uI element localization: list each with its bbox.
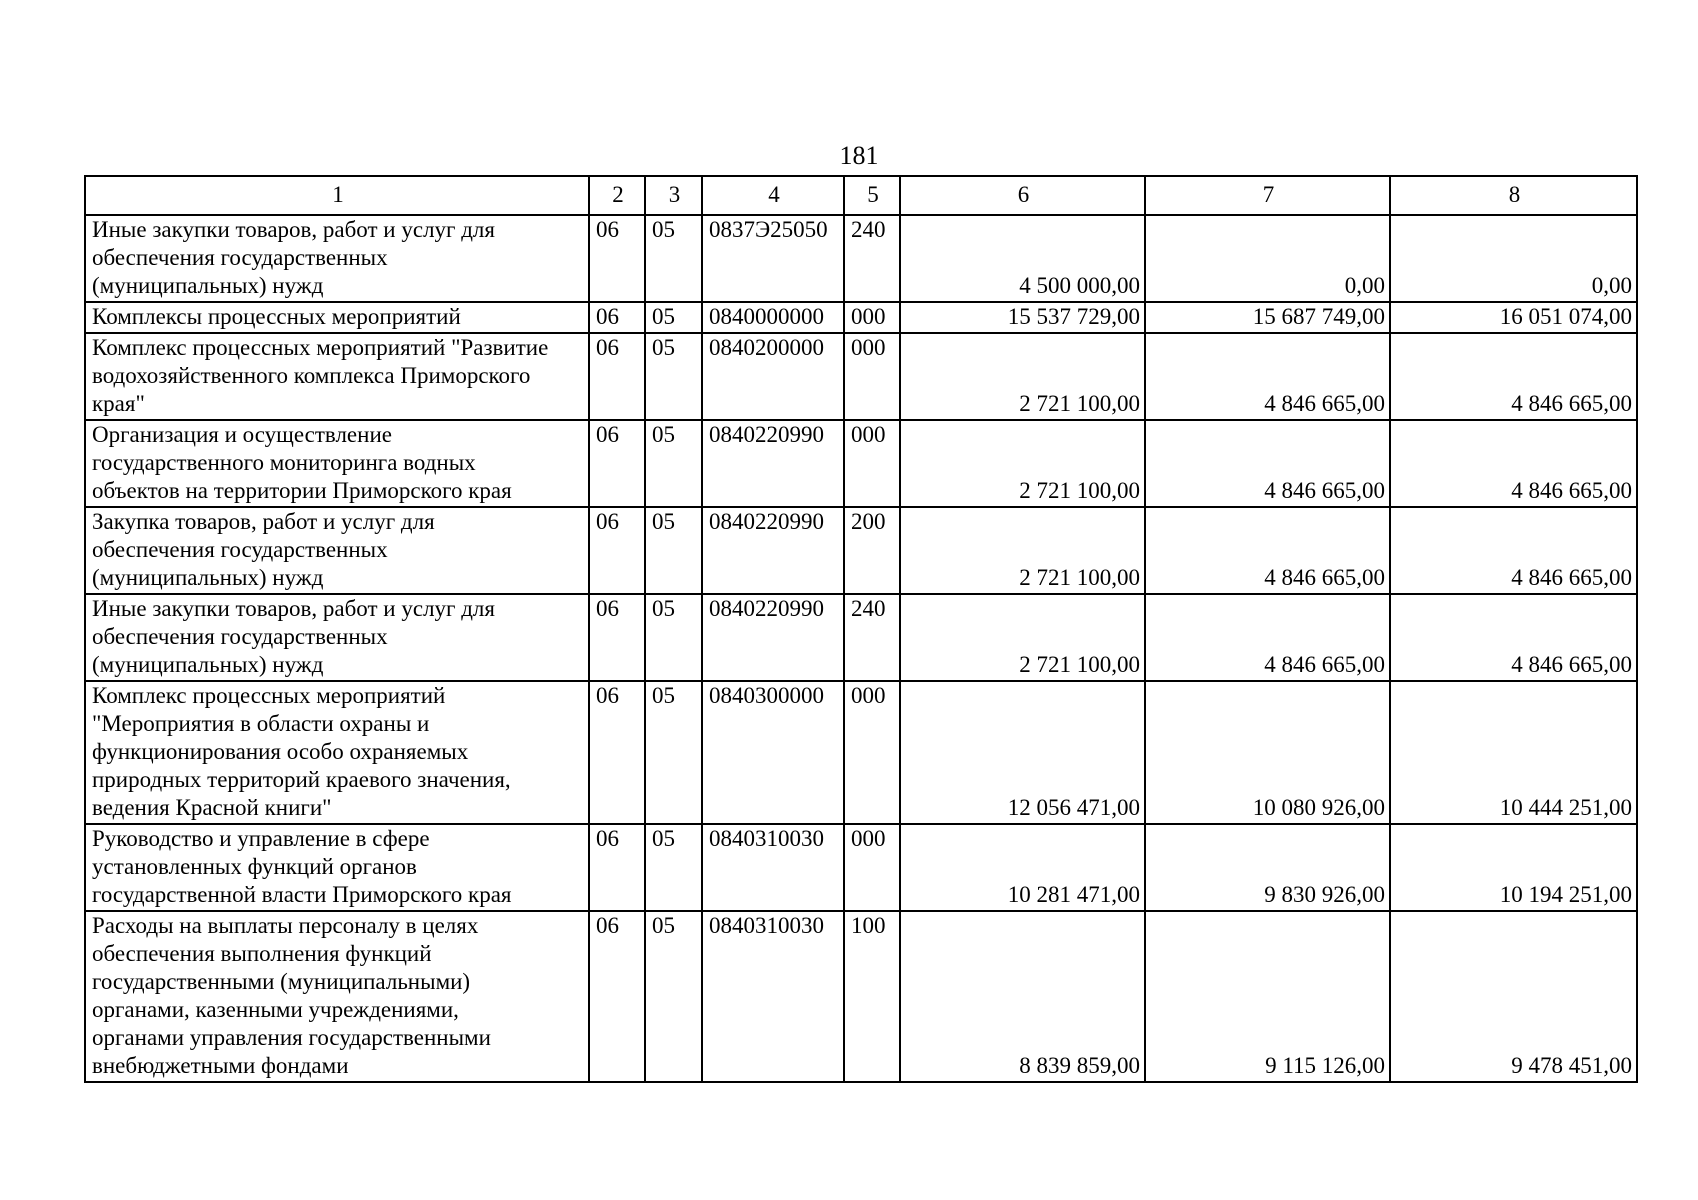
- amount-col8-cell: 9 478 451,00: [1390, 911, 1637, 1082]
- table-row: [85, 420, 1637, 507]
- amount-col7-cell: 4 846 665,00: [1145, 420, 1390, 507]
- expense-type-cell: 000: [844, 302, 900, 333]
- amount-col6-cell: 15 537 729,00: [900, 302, 1145, 333]
- item-name-cell: Руководство и управление в сфере установленных функций органов государственной власти Приморского края: [85, 824, 589, 911]
- item-name-cell: Иные закупки товаров, работ и услуг для обеспечения государственных (муниципальных) нужд: [85, 594, 589, 681]
- column-header: 2: [589, 176, 645, 215]
- section-code-cell: 06: [589, 333, 645, 420]
- column-header: 5: [844, 176, 900, 215]
- column-header: 3: [645, 176, 702, 215]
- subsection-code-cell: 05: [645, 507, 702, 594]
- item-name-cell: Расходы на выплаты персоналу в целях обеспечения выполнения функций государственными (муниципальными) органами, казенными учреждениями, органами управления государственными внебюджетными фондами: [85, 911, 589, 1082]
- item-name-cell: Закупка товаров, работ и услуг для обеспечения государственных (муниципальных) нужд: [85, 507, 589, 594]
- item-name-cell: Иные закупки товаров, работ и услуг для обеспечения государственных (муниципальных) нужд: [85, 215, 589, 302]
- amount-col6-cell: 2 721 100,00: [900, 420, 1145, 507]
- budget-table: [84, 175, 1638, 1083]
- target-article-cell: 0840220990: [702, 594, 844, 681]
- item-name-cell: Комплекс процессных мероприятий "Развитие водохозяйственного комплекса Приморского края": [85, 333, 589, 420]
- amount-col7-cell: 15 687 749,00: [1145, 302, 1390, 333]
- expense-type-cell: 000: [844, 420, 900, 507]
- amount-col7-cell: 4 846 665,00: [1145, 507, 1390, 594]
- amount-col8-cell: 4 846 665,00: [1390, 507, 1637, 594]
- target-article-cell: 0840300000: [702, 681, 844, 824]
- amount-col8-cell: 4 846 665,00: [1390, 420, 1637, 507]
- target-article-cell: 0840310030: [702, 911, 844, 1082]
- expense-type-cell: 000: [844, 824, 900, 911]
- column-header: 6: [900, 176, 1145, 215]
- page-number: 181: [839, 141, 879, 170]
- table-row: [85, 594, 1637, 681]
- subsection-code-cell: 05: [645, 681, 702, 824]
- column-header: 4: [702, 176, 844, 215]
- amount-col7-cell: 9 115 126,00: [1145, 911, 1390, 1082]
- section-code-cell: 06: [589, 824, 645, 911]
- amount-col8-cell: 10 194 251,00: [1390, 824, 1637, 911]
- amount-col6-cell: 8 839 859,00: [900, 911, 1145, 1082]
- amount-col8-cell: 16 051 074,00: [1390, 302, 1637, 333]
- expense-type-cell: 000: [844, 681, 900, 824]
- expense-type-cell: 100: [844, 911, 900, 1082]
- target-article-cell: 0840220990: [702, 420, 844, 507]
- table-row: [85, 681, 1637, 824]
- subsection-code-cell: 05: [645, 594, 702, 681]
- table-row: [85, 215, 1637, 302]
- subsection-code-cell: 05: [645, 911, 702, 1082]
- expense-type-cell: 000: [844, 333, 900, 420]
- target-article-cell: 0840310030: [702, 824, 844, 911]
- section-code-cell: 06: [589, 420, 645, 507]
- amount-col8-cell: 4 846 665,00: [1390, 333, 1637, 420]
- target-article-cell: 0837Э25050: [702, 215, 844, 302]
- amount-col7-cell: 0,00: [1145, 215, 1390, 302]
- amount-col6-cell: 4 500 000,00: [900, 215, 1145, 302]
- expense-type-cell: 240: [844, 215, 900, 302]
- amount-col6-cell: 12 056 471,00: [900, 681, 1145, 824]
- amount-col8-cell: 4 846 665,00: [1390, 594, 1637, 681]
- target-article-cell: 0840200000: [702, 333, 844, 420]
- amount-col7-cell: 4 846 665,00: [1145, 333, 1390, 420]
- amount-col8-cell: 10 444 251,00: [1390, 681, 1637, 824]
- expense-type-cell: 200: [844, 507, 900, 594]
- section-code-cell: 06: [589, 507, 645, 594]
- amount-col6-cell: 2 721 100,00: [900, 594, 1145, 681]
- section-code-cell: 06: [589, 302, 645, 333]
- column-number-row: [85, 176, 1637, 215]
- subsection-code-cell: 05: [645, 420, 702, 507]
- target-article-cell: 0840220990: [702, 507, 844, 594]
- amount-col6-cell: 2 721 100,00: [900, 507, 1145, 594]
- table-row: [85, 333, 1637, 420]
- column-header: 1: [85, 176, 589, 215]
- item-name-cell: Организация и осуществление государственного мониторинга водных объектов на территории Приморского края: [85, 420, 589, 507]
- table-row: [85, 302, 1637, 333]
- section-code-cell: 06: [589, 681, 645, 824]
- section-code-cell: 06: [589, 594, 645, 681]
- amount-col6-cell: 2 721 100,00: [900, 333, 1145, 420]
- subsection-code-cell: 05: [645, 215, 702, 302]
- column-header: 8: [1390, 176, 1637, 215]
- subsection-code-cell: 05: [645, 824, 702, 911]
- section-code-cell: 06: [589, 215, 645, 302]
- column-header: 7: [1145, 176, 1390, 215]
- amount-col7-cell: 4 846 665,00: [1145, 594, 1390, 681]
- subsection-code-cell: 05: [645, 302, 702, 333]
- item-name-cell: Комплекс процессных мероприятий "Мероприятия в области охраны и функционирования особо охраняемых природных территорий краевого значения, ведения Красной книги": [85, 681, 589, 824]
- target-article-cell: 0840000000: [702, 302, 844, 333]
- amount-col7-cell: 10 080 926,00: [1145, 681, 1390, 824]
- table-row: [85, 911, 1637, 1082]
- table-row: [85, 824, 1637, 911]
- section-code-cell: 06: [589, 911, 645, 1082]
- table-row: [85, 507, 1637, 594]
- subsection-code-cell: 05: [645, 333, 702, 420]
- amount-col6-cell: 10 281 471,00: [900, 824, 1145, 911]
- amount-col7-cell: 9 830 926,00: [1145, 824, 1390, 911]
- item-name-cell: Комплексы процессных мероприятий: [85, 302, 589, 333]
- amount-col8-cell: 0,00: [1390, 215, 1637, 302]
- expense-type-cell: 240: [844, 594, 900, 681]
